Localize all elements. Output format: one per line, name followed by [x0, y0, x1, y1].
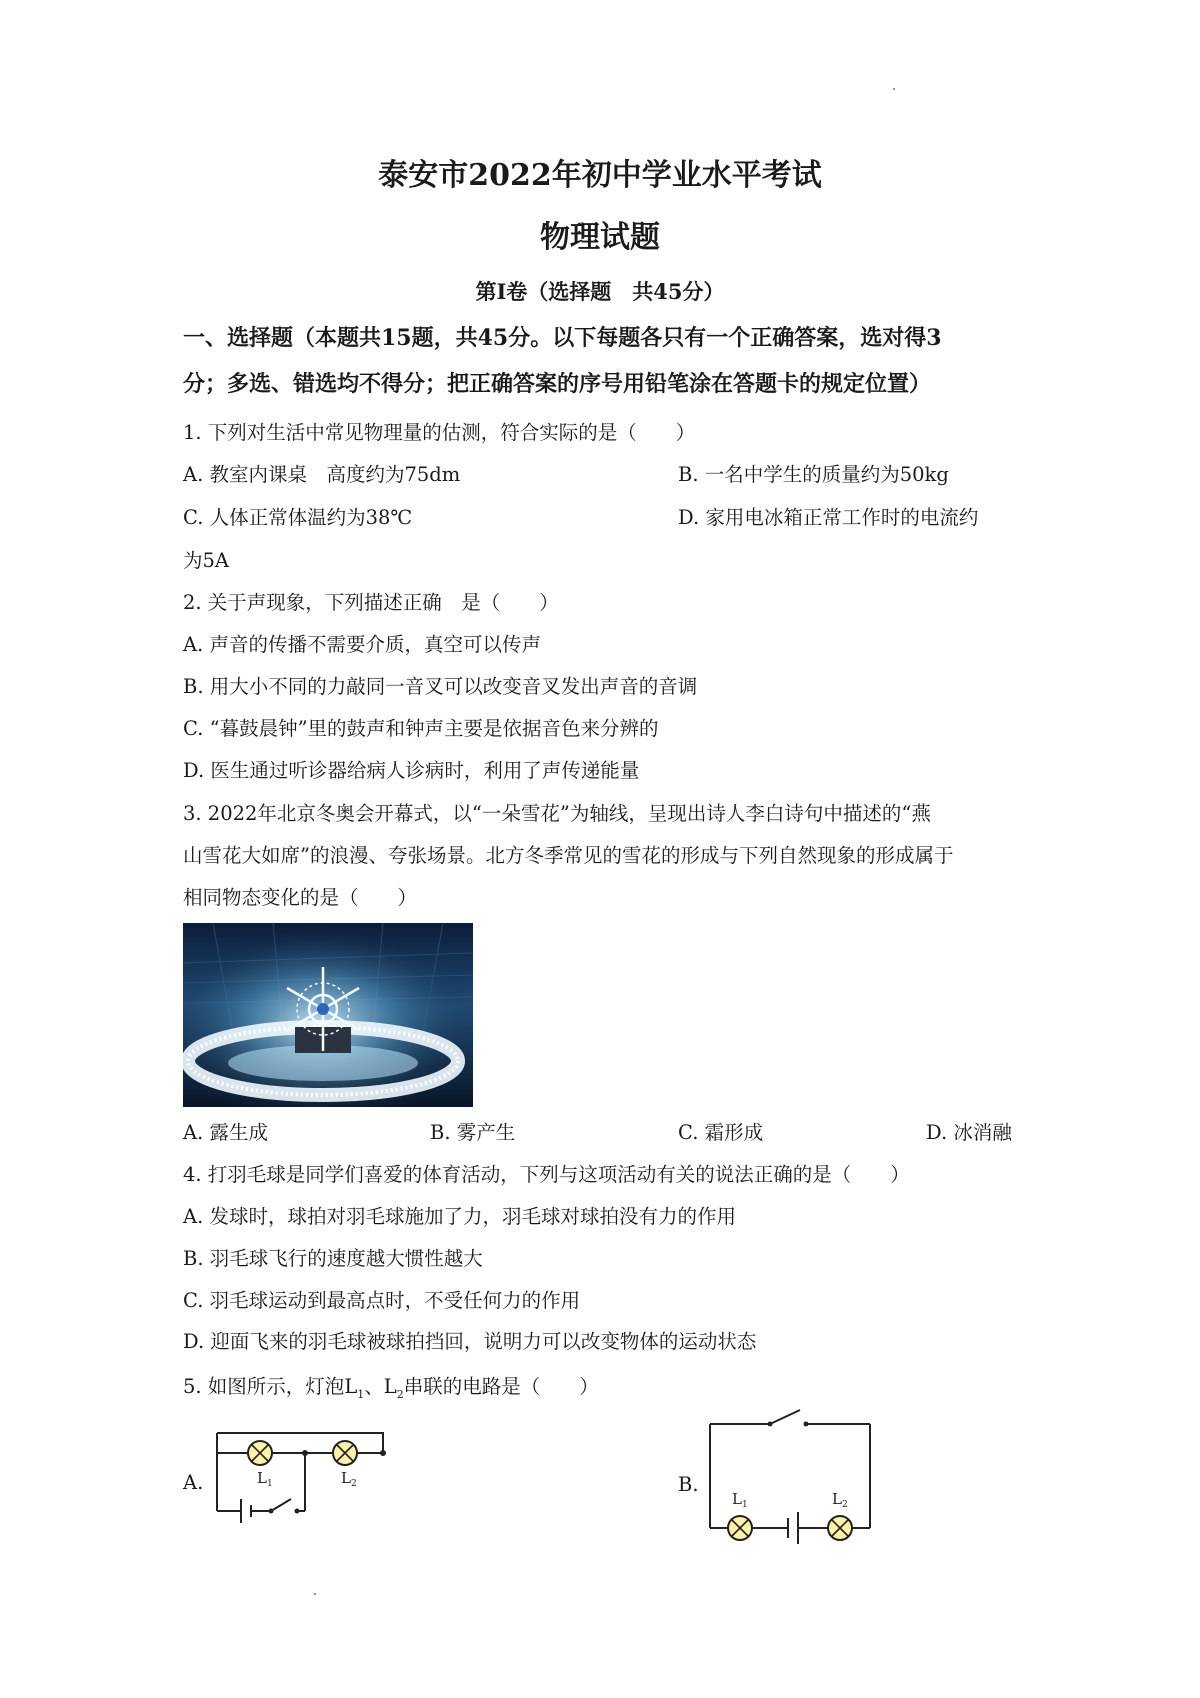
question-5-stem — [183, 1371, 599, 1401]
question-5-stem-prefix: 5. 如图所示，灯泡 — [183, 1375, 345, 1398]
question-3-option-c: C. 霜形成 — [678, 1121, 764, 1144]
question-4-option-b: B. 羽毛球飞行的速度越大惯性越大 — [183, 1247, 483, 1270]
question-5-option-a-label: A. — [183, 1471, 204, 1494]
scan-speck — [893, 88, 895, 90]
circuit-b-l1-text: $L_1$ — [732, 1490, 748, 1510]
question-5-stem-suffix: 串联的电路是（ ） — [403, 1375, 599, 1398]
question-4-option-a: A. 发球时，球拍对羽毛球施加了力，羽毛球对球拍没有力的作用 — [183, 1205, 736, 1228]
question-5-option-b-label: B. — [678, 1473, 699, 1496]
subject-title: 物理试题 — [540, 220, 660, 255]
question-1-option-a: A. 教室内课桌 高度约为75dm — [183, 463, 461, 486]
lamp-l2-subscript: 2 — [396, 1387, 404, 1401]
lamp-l1-subscript: 1 — [357, 1387, 365, 1401]
circuit-diagram-b — [700, 1400, 880, 1550]
question-4-option-c: C. 羽毛球运动到最高点时，不受任何力的作用 — [183, 1289, 581, 1312]
scan-speck — [314, 1593, 316, 1595]
exam-title: 泰安市2022年初中学业水平考试 — [378, 158, 822, 193]
lamp-l2-label: L — [383, 1375, 397, 1398]
question-3-stem-line2: 山雪花大如席”的浪漫、夸张场景。北方冬季常见的雪花的形成与下列自然现象的形成属于 — [183, 844, 954, 867]
lamp-l2-symbol — [333, 1441, 357, 1465]
circuit-diagram-a — [205, 1415, 395, 1535]
question-4-option-d: D. 迎面飞来的羽毛球被球拍挡回，说明力可以改变物体的运动状态 — [183, 1330, 757, 1353]
olympics-snowflake-photo — [183, 923, 473, 1107]
lamp-l1-symbol — [728, 1516, 752, 1540]
section-instructions-line2: 分；多选、错选均不得分；把正确答案的序号用铅笔涂在答题卡的规定位置） — [183, 371, 932, 397]
question-1-option-b: B. 一名中学生的质量约为50kg — [678, 463, 949, 486]
question-3-stem-line3: 相同物态变化的是（ ） — [183, 886, 418, 909]
question-1-stem: 1. 下列对生活中常见物理量的估测，符合实际的是（ ） — [183, 421, 696, 444]
question-3-stem-line1: 3. 2022年北京冬奥会开幕式，以“一朵雪花”为轴线，呈现出诗人李白诗句中描述的“燕 — [183, 802, 931, 825]
question-1-option-d: D. 家用电冰箱正常工作时的电流约 — [678, 506, 979, 529]
question-1-option-c: C. 人体正常体温约为38℃ — [183, 506, 413, 529]
question-2-stem: 2. 关于声现象，下列描述正确 是（ ） — [183, 591, 559, 614]
question-2-option-d: D. 医生通过听诊器给病人诊病时，利用了声传递能量 — [183, 759, 640, 782]
question-2-option-b: B. 用大小不同的力敲同一音叉可以改变音叉发出声音的音调 — [183, 675, 698, 698]
question-2-option-a: A. 声音的传播不需要介质，真空可以传声 — [183, 633, 541, 656]
circuit-a-l1-text: $L_1$ — [257, 1469, 273, 1489]
circuit-b-l2-text: $L_2$ — [832, 1490, 848, 1510]
lamp-l1-symbol — [248, 1441, 272, 1465]
question-1-option-d-continued: 为5A — [183, 549, 229, 572]
lamp-l1-label: L — [344, 1375, 358, 1398]
question-3-option-a: A. 露生成 — [183, 1121, 268, 1144]
circuit-a-l2-text: $L_2$ — [341, 1469, 357, 1489]
part-heading: 第Ⅰ卷（选择题 共45分） — [475, 279, 725, 304]
lamp-l2-symbol — [828, 1516, 852, 1540]
question-3-option-b: B. 雾产生 — [430, 1121, 516, 1144]
question-4-stem: 4. 打羽毛球是同学们喜爱的体育活动，下列与这项活动有关的说法正确的是（ ） — [183, 1163, 910, 1186]
section-instructions-line1: 一、选择题（本题共15题，共45分。以下每题各只有一个正确答案，选对得3 — [183, 325, 942, 351]
label-separator: 、 — [364, 1375, 384, 1398]
question-2-option-c: C. “暮鼓晨钟”里的鼓声和钟声主要是依据音色来分辨的 — [183, 717, 659, 740]
question-3-option-d: D. 冰消融 — [926, 1121, 1012, 1144]
